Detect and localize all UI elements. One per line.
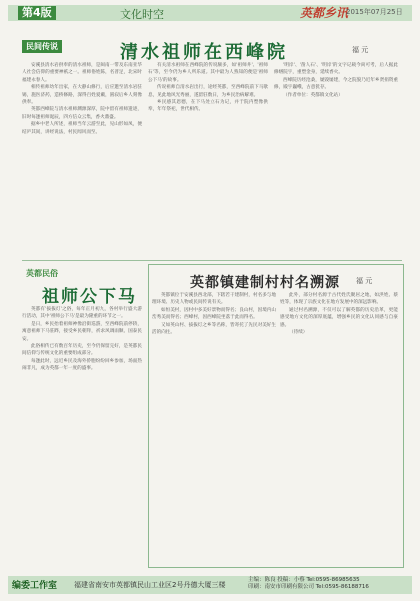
paragraph: 据乡中老人所述，祖师当年云游至此，见山形如凤，便结庐其间，讲经说法，村民闻风而至。 bbox=[22, 122, 142, 135]
paragraph: 通过村名溯源，不仅可以了解英都的历史沿革，更能感受地方文化的深厚底蕴，增强乡民的文化认同感与自豪感。 bbox=[280, 307, 398, 328]
paragraph: 是日，乡民抬着祖师神像沿街巡游，至西峰院前停轿，寓意祖师下马驻跸，接受乡民朝拜，祈求风调雨顺、国泰民安。 bbox=[22, 321, 142, 342]
paragraph: '明岸'、'凿人石'、'明岸'的文字记载今尚可考，后人据此修缮院宇，重塑金身，延续香火。 bbox=[274, 63, 398, 76]
paragraph: 英都有'拔拔灯'之俗，每年正月初九，各村举行盛大游行活动，其中'祖师公下马'是最为隆重的环节之一。 bbox=[22, 307, 142, 320]
paragraph: 又如英山村、拔拔灯之乡等名称，皆寄托了先民对美好生活的向往。 bbox=[152, 322, 276, 336]
boxed-column-2 bbox=[280, 292, 398, 562]
issue-date: 2015年07月25日 bbox=[346, 8, 403, 16]
footer-contacts bbox=[248, 577, 418, 591]
story-title: 祖师公下马 bbox=[42, 287, 137, 307]
column-name: 文化时空 bbox=[120, 8, 164, 21]
paper-name: 英都乡讯 bbox=[300, 6, 349, 20]
paragraph: （待续） bbox=[289, 330, 308, 336]
paragraph: 每逢此时，远近乡民及海外侨胞纷纷回乡参加，场面热闹非凡，成为英都一年一度的盛事。 bbox=[22, 358, 142, 372]
section-divider bbox=[22, 260, 402, 261]
story-column bbox=[22, 306, 142, 566]
paragraph: 乡民感其恩德，在下马处立石为记，并于院内塑像供奉，年年祭祀，世代相传。 bbox=[148, 100, 268, 113]
boxed-article-title: 英都镇建制村村名溯源 bbox=[190, 275, 340, 291]
paragraph: 英都镇位于安溪县西北部，下辖若干建制村，村名多与地理环境、历史人物或民间传说有关。 bbox=[152, 293, 276, 306]
lead-column-3 bbox=[274, 62, 398, 248]
paragraph: 安溪县清水岩供奉的清水祖师，是闽南一带及东南亚华人社会信仰的重要神祇之一。祖师俗姓陈，名普足，北宋时福建永春人。 bbox=[22, 63, 142, 83]
paragraph: 英都西峰院与清水祖师渊源深厚，院中留有祖师遗迹，旧时每逢祖师诞辰，四方信众云集，香火鼎盛。 bbox=[22, 107, 142, 120]
paragraph: 此俗相传已有数百年历史，至今仍保留完好，是英都民间信仰与传统文化的重要组成部分。 bbox=[22, 344, 142, 357]
edition-badge: 第4版 bbox=[18, 6, 56, 20]
paragraph: 如恒美村，因村中多美好景物而得名；良山村，因境内山峦秀美而得名；西峰村，因西峰院坐落于此而得名。 bbox=[152, 307, 276, 321]
paragraph: 西峰院历经沧桑，屡毁屡建，今之院貌乃近年乡贤捐资重修，殿宇巍峨，古意犹存。 bbox=[274, 77, 398, 91]
paragraph: 此外，部分村名源于古代姓氏聚居之地，如洪姓、蔡姓等，体现了宗族文化在地方发展中的深远影响。 bbox=[280, 293, 398, 306]
paragraph: 相传祖师幼年出家，在大静山修行，后应邀至清水岩驻锡，施医济药，造桥修路，深得百姓爱戴，圆寂后乡人刻像供奉。 bbox=[22, 85, 142, 106]
footer-contact-line: 主编：陈良 投稿：小蔡 Tel:0595-86985635 bbox=[248, 577, 360, 583]
footer-label: 编委工作室 bbox=[12, 581, 58, 591]
paragraph: 有关清水祖师在西峰院的传说颇多，如'祖师井'、'祖师石'等，至今仍为乡人所乐道。其中最为人熟知的便是'祖师公下马'的故事。 bbox=[148, 63, 268, 83]
boxed-article-byline: 福 元 bbox=[356, 277, 373, 285]
paragraph: （作者单位：英都镇文化站） bbox=[283, 92, 343, 98]
lead-byline: 福 元 bbox=[352, 46, 369, 54]
footer-address: 福建省南安市英都镇民山工业区2号丹德大厦三楼 bbox=[74, 581, 226, 589]
lead-title: 清水祖师在西峰院 bbox=[120, 42, 288, 63]
lead-column-2 bbox=[148, 62, 268, 248]
boxed-column-1 bbox=[152, 292, 276, 562]
story-kicker: 英都民俗 bbox=[26, 269, 58, 278]
lead-column-1 bbox=[22, 62, 142, 256]
section-tag: 民间传说 bbox=[22, 40, 62, 53]
footer-contact-line: 印刷：南安市印刷有限公司 Tel:0595-86188716 bbox=[248, 584, 369, 590]
paragraph: 传说祖师自清水岩出行，途经英都，至西峰院前下马歇息，见此地风光秀丽，遂留驻数日，为乡民治病解难。 bbox=[148, 85, 268, 98]
